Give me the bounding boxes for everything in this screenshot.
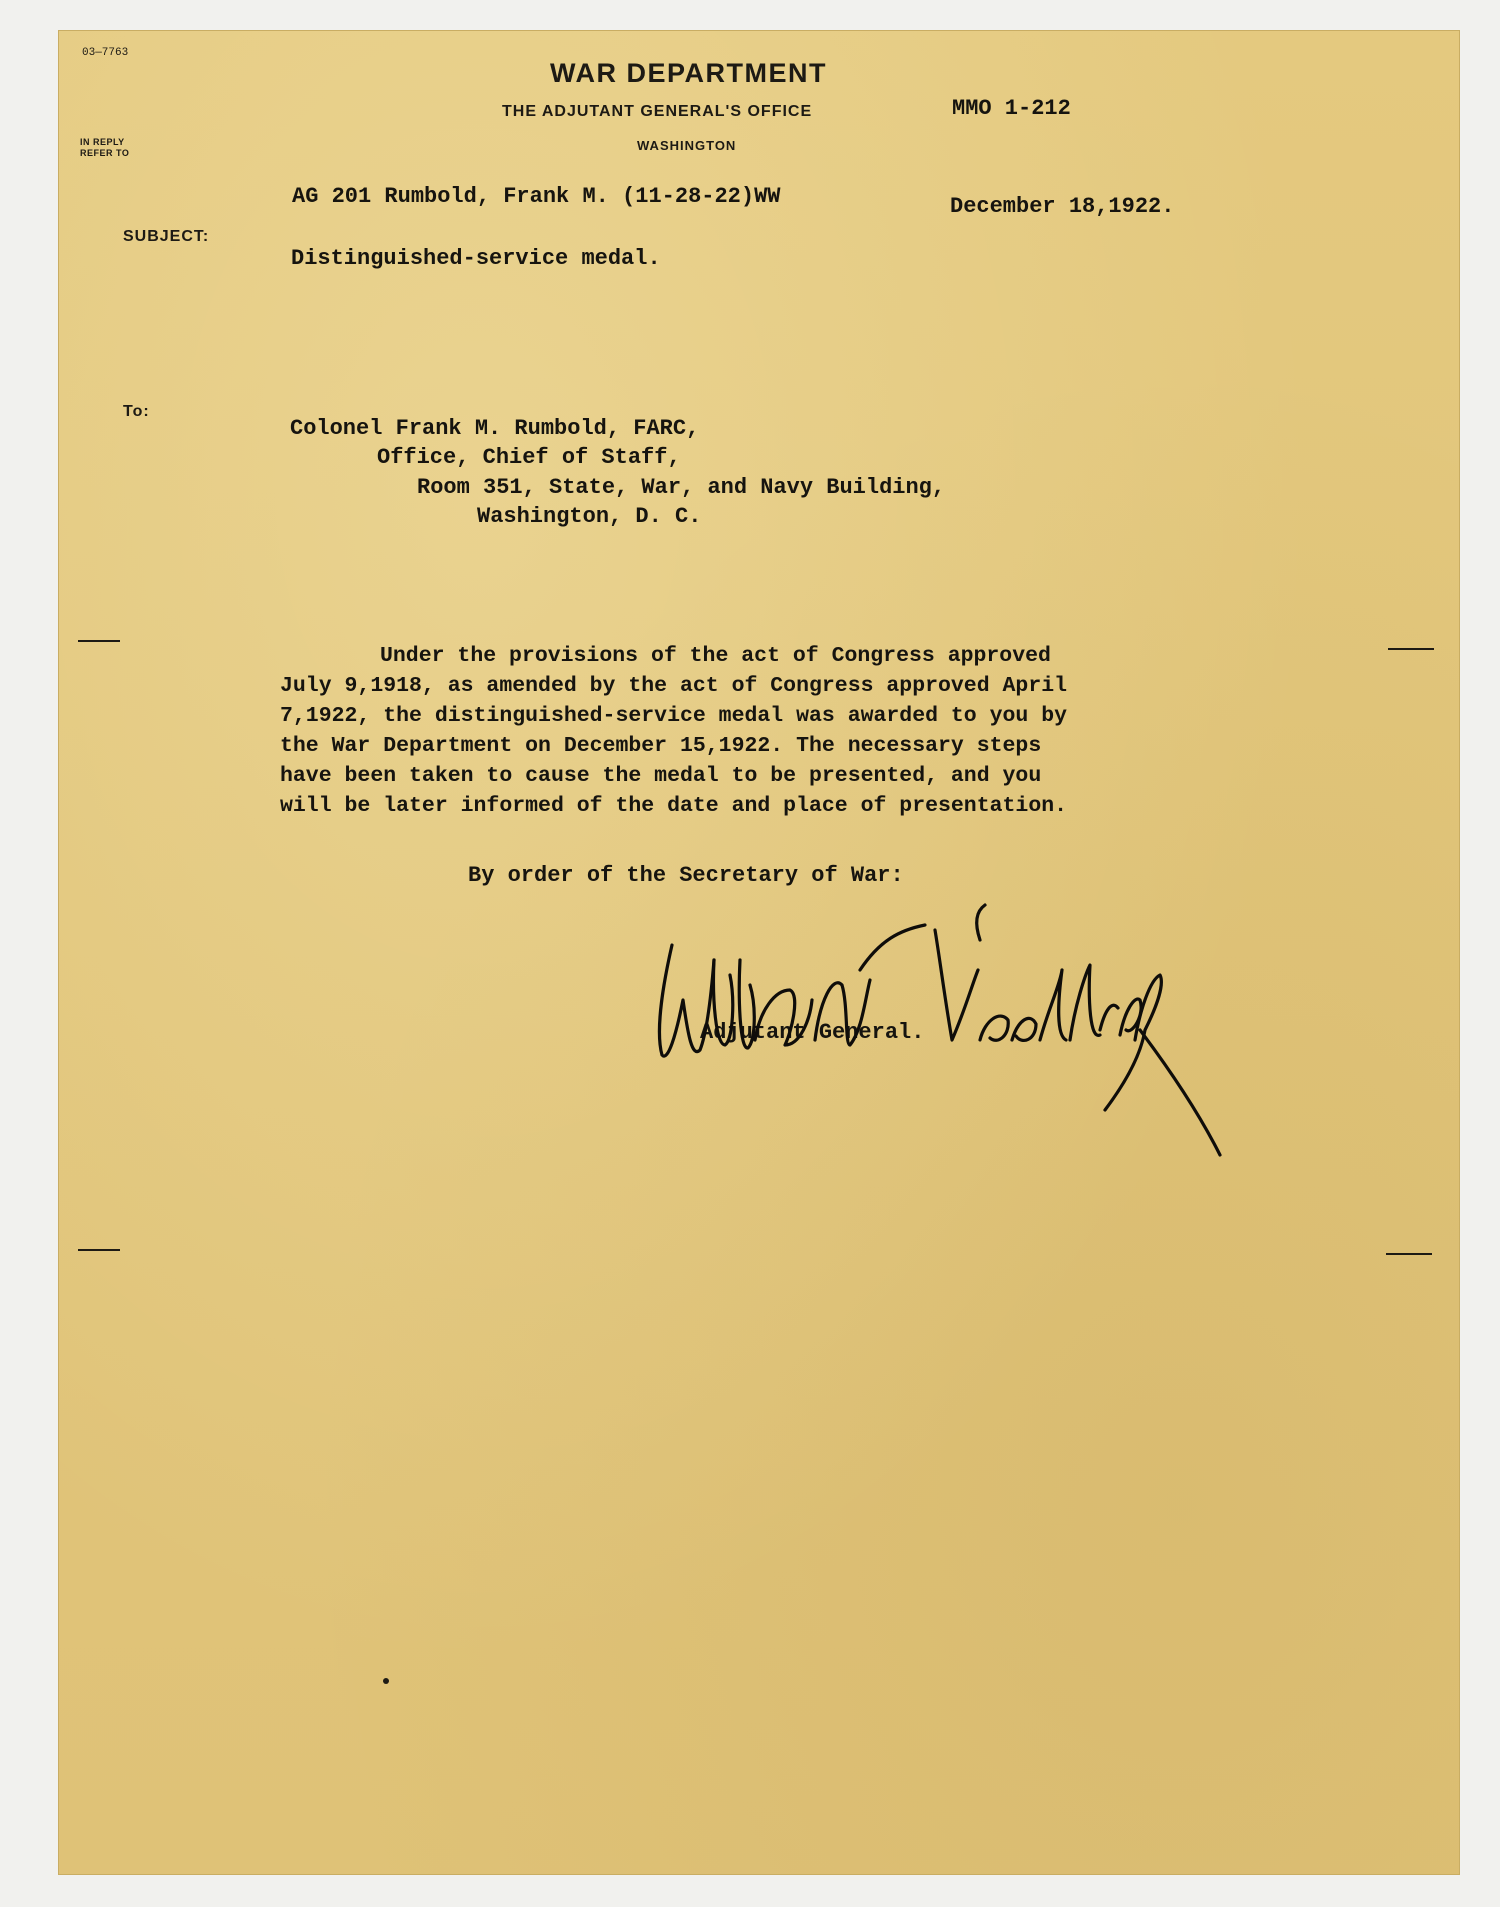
body-line: the War Department on December 15,1922. The necessary steps: [280, 734, 1042, 758]
body-line: Under the provisions of the act of Congress approved: [380, 644, 1051, 668]
recipient-label: To:: [123, 403, 150, 420]
body-line: 7,1922, the distinguished-service medal was awarded to you by: [280, 704, 1068, 728]
subject-text: Distinguished-service medal.: [291, 246, 661, 271]
city-name: WASHINGTON: [637, 138, 737, 153]
form-number: 03—7763: [82, 47, 129, 59]
subject-label: SUBJECT:: [123, 228, 210, 245]
order-line: By order of the Secretary of War:: [468, 863, 904, 888]
address-line: Colonel Frank M. Rumbold, FARC,: [290, 416, 700, 441]
file-reference: AG 201 Rumbold, Frank M. (11-28-22)WW: [292, 184, 781, 209]
letter-date: December 18,1922.: [950, 194, 1175, 219]
reply-instruction-line1: IN REPLY: [80, 137, 125, 147]
body-line: have been taken to cause the medal to be presented, and you: [280, 764, 1042, 788]
address-line: Room 351, State, War, and Navy Building,: [417, 475, 946, 500]
address-line: Washington, D. C.: [477, 504, 702, 529]
body-line: July 9,1918, as amended by the act of Congress approved April: [280, 674, 1068, 698]
reply-instruction-line2: REFER TO: [80, 148, 130, 158]
document-code: MMO 1-212: [952, 96, 1071, 121]
body-line: will be later informed of the date and place of presentation.: [280, 794, 1068, 818]
department-title: WAR DEPARTMENT: [550, 58, 827, 88]
address-line: Office, Chief of Staff,: [377, 445, 681, 470]
office-name: THE ADJUTANT GENERAL'S OFFICE: [502, 103, 813, 120]
signatory-title: Adjutant General.: [700, 1020, 925, 1045]
